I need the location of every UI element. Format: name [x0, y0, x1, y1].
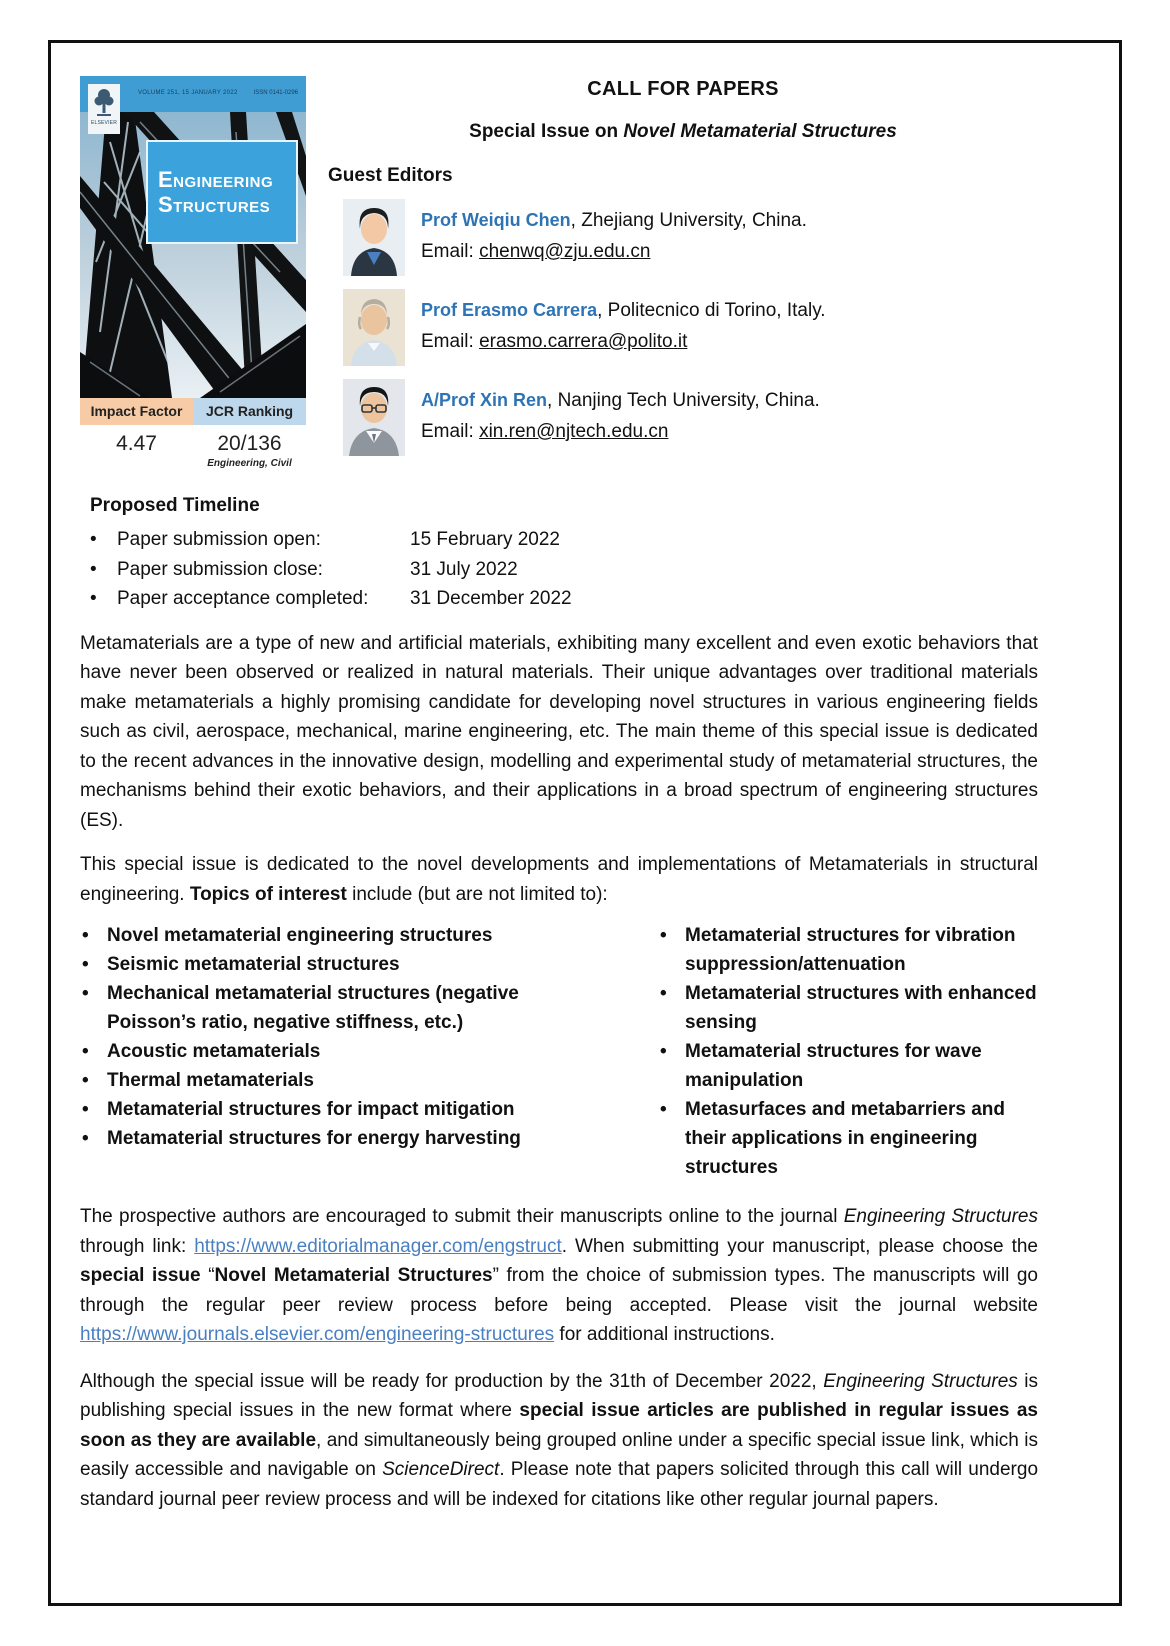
page-title: CALL FOR PAPERS — [587, 78, 779, 100]
email-label: Email: — [421, 421, 480, 442]
timeline-item — [90, 555, 1038, 585]
editor-photo-chen — [343, 199, 405, 276]
bullet: • — [90, 529, 97, 550]
text-segment: is publishing special issues in the new format where — [80, 1370, 1039, 1421]
topic-item: • Metamaterial structures for vibration suppression/attenuation — [658, 921, 1038, 979]
topic-item: • Metamaterial structures for energy harvesting — [80, 1124, 578, 1153]
editor-email-link[interactable]: chenwq@zju.edu.cn — [479, 241, 651, 262]
topic-item: • Seismic metamaterial structures — [80, 950, 578, 979]
topics-intro-end: include (but are not limited to): — [346, 883, 608, 905]
editor-affiliation: , Zhejiang University, China. — [570, 210, 807, 231]
editor-name: Prof Erasmo Carrera — [421, 300, 598, 320]
journal-name-line1: Engineering — [158, 167, 274, 192]
intro-paragraph: Metamaterials are a type of new and artificial materials, exhibiting many excellent and even exotic behaviors that have never been observed or realized in natural materials. Their unique advantages over traditional materials make metamaterials a highly promising candidate for developing novel structures in various engineering fields such as civil, aerospace, mechanical, marine engineering, etc. The main theme of this special issue is dedicated to the recent advances in the innovative design, modelling and experimental study of metamaterial structures, the mechanisms behind their exotic behaviors, and their applications in a broad spectrum of engineering structures (ES). — [80, 632, 1038, 831]
timeline-date: 31 December 2022 — [410, 588, 572, 609]
editor-name: Prof Weiqiu Chen — [421, 210, 571, 230]
editor-name: A/Prof Xin Ren — [421, 390, 548, 410]
editorial-manager-link[interactable]: https://www.editorialmanager.com/engstruct — [194, 1235, 562, 1257]
topic-item: • Metamaterial structures with enhanced sensing — [658, 979, 1038, 1037]
text-segment: . Please note that papers solicited through this call will undergo standard journal peer review process and will be indexed for citations like other regular journal papers. — [80, 1459, 1039, 1510]
editor-email-link[interactable]: erasmo.carrera@polito.it — [479, 331, 688, 352]
timeline-label: Paper submission close: — [117, 558, 323, 580]
sciencedirect-italic: ScienceDirect — [382, 1459, 500, 1480]
topic-item: • Novel metamaterial engineering structures — [80, 921, 578, 950]
cover-volume-text: VOLUME 251, 15 JANUARY 2022 — [138, 90, 238, 96]
issue-title-bold: Novel Metamaterial Structures — [214, 1265, 493, 1286]
topic-item: • Metamaterial structures for impact mitigation — [80, 1095, 578, 1124]
journal-name-italic: Engineering Structures — [823, 1370, 1018, 1392]
proposed-timeline-section — [90, 495, 1038, 614]
submission-paragraph — [80, 1202, 1038, 1350]
editor-email-line — [421, 236, 807, 267]
special-issue-bold: special issue — [80, 1265, 201, 1286]
publisher-name: ELSEVIER — [90, 120, 118, 126]
text-segment: The prospective authors are encouraged to submit their manuscripts online to the journal — [80, 1206, 844, 1227]
timeline-item — [90, 584, 1038, 614]
bullet: • — [90, 558, 97, 580]
editor-affiliation: , Nanjing Tech University, China. — [547, 390, 820, 411]
editor-name-line — [421, 385, 820, 416]
elsevier-logo — [88, 84, 120, 134]
cover-issn-text: ISSN 0141-0296 — [253, 90, 298, 96]
text-segment: through link: — [80, 1235, 195, 1257]
topic-item: • Mechanical metamaterial structures (negative Poisson’s ratio, negative stiffness, etc.) — [80, 979, 578, 1037]
text-segment: “ — [200, 1265, 215, 1286]
editor-photo-carrera — [343, 289, 405, 366]
topic-item: • Thermal metamaterials — [80, 1066, 578, 1095]
production-paragraph — [80, 1367, 1038, 1515]
editor-row — [343, 199, 1038, 276]
email-label: Email: — [421, 331, 480, 352]
jcr-category: Engineering, Civil — [207, 458, 292, 469]
text-segment: . When submitting your manuscript, please choose the — [561, 1235, 1038, 1257]
topics-of-interest-label: Topics of interest — [189, 883, 347, 905]
journal-website-link[interactable]: https://www.journals.elsevier.com/engineering-structures — [80, 1324, 555, 1345]
topic-item: • Metamaterial structures for wave manipulation — [658, 1037, 1038, 1095]
topics-list — [80, 921, 1038, 1182]
timeline-label: Paper acceptance completed: — [117, 588, 369, 609]
timeline-label: Paper submission open: — [117, 529, 321, 550]
timeline-heading: Proposed Timeline — [90, 495, 260, 516]
cover-photo — [80, 112, 306, 398]
editor-affiliation: , Politecnico di Torino, Italy. — [597, 300, 826, 321]
text-segment: ” from the choice of submission types. The manuscripts will go through the regular peer review process before being accepted. Please visit the journal website — [80, 1265, 1038, 1316]
journal-metrics — [80, 398, 306, 469]
editor-photo-ren — [343, 379, 405, 456]
guest-editors-heading: Guest Editors — [328, 165, 453, 186]
journal-name-italic: Engineering Structures — [843, 1206, 1038, 1227]
editor-email-link[interactable]: xin.ren@njtech.edu.cn — [479, 421, 669, 442]
text-segment: for additional instructions. — [554, 1324, 775, 1345]
email-label: Email: — [421, 241, 480, 262]
timeline-item — [90, 525, 1038, 555]
editor-name-line — [421, 205, 807, 236]
topics-left-column — [80, 921, 578, 1182]
subtitle-prefix: Special Issue on — [469, 121, 624, 142]
timeline-date: 15 February 2022 — [410, 529, 560, 550]
journal-cover — [80, 76, 306, 469]
editor-row — [343, 289, 1038, 366]
editor-email-line — [421, 416, 820, 447]
impact-factor-value: 4.47 — [116, 432, 157, 455]
bullet: • — [90, 588, 97, 609]
topics-intro-start: This special issue is dedicated to the novel developments and implementations of Metamaterials in structural engineering. — [80, 854, 1038, 905]
topic-item: • Metasurfaces and metabarriers and their applications in engineering structures — [658, 1095, 1038, 1182]
journal-name-line2: Structures — [158, 192, 271, 217]
topic-item: • Acoustic metamaterials — [80, 1037, 578, 1066]
timeline-date: 31 July 2022 — [410, 558, 518, 580]
text-segment: Although the special issue will be ready for production by the 31th of December 2022, — [80, 1370, 824, 1392]
published-in-regular-issues-bold: special issue articles are published in regular issues as soon as they are available — [80, 1400, 1038, 1451]
jcr-ranking-label: JCR Ranking — [193, 398, 306, 425]
journal-title-box — [146, 140, 298, 244]
jcr-ranking-value: 20/136 — [217, 432, 282, 455]
impact-factor-label: Impact Factor — [80, 398, 193, 425]
editor-name-line — [421, 295, 826, 326]
elsevier-tree-icon — [93, 87, 115, 119]
text-segment: , and simultaneously being grouped online under a specific special issue link, which is easily accessible and navigable on — [80, 1429, 1038, 1480]
topics-right-column — [578, 921, 1038, 1182]
subtitle-issue-name: Novel Metamaterial Structures — [623, 121, 897, 142]
editor-row — [343, 379, 1038, 456]
header-row — [80, 76, 1038, 469]
editor-email-line — [421, 326, 826, 357]
topics-intro-paragraph — [80, 850, 1038, 909]
page-subtitle — [328, 121, 1038, 143]
